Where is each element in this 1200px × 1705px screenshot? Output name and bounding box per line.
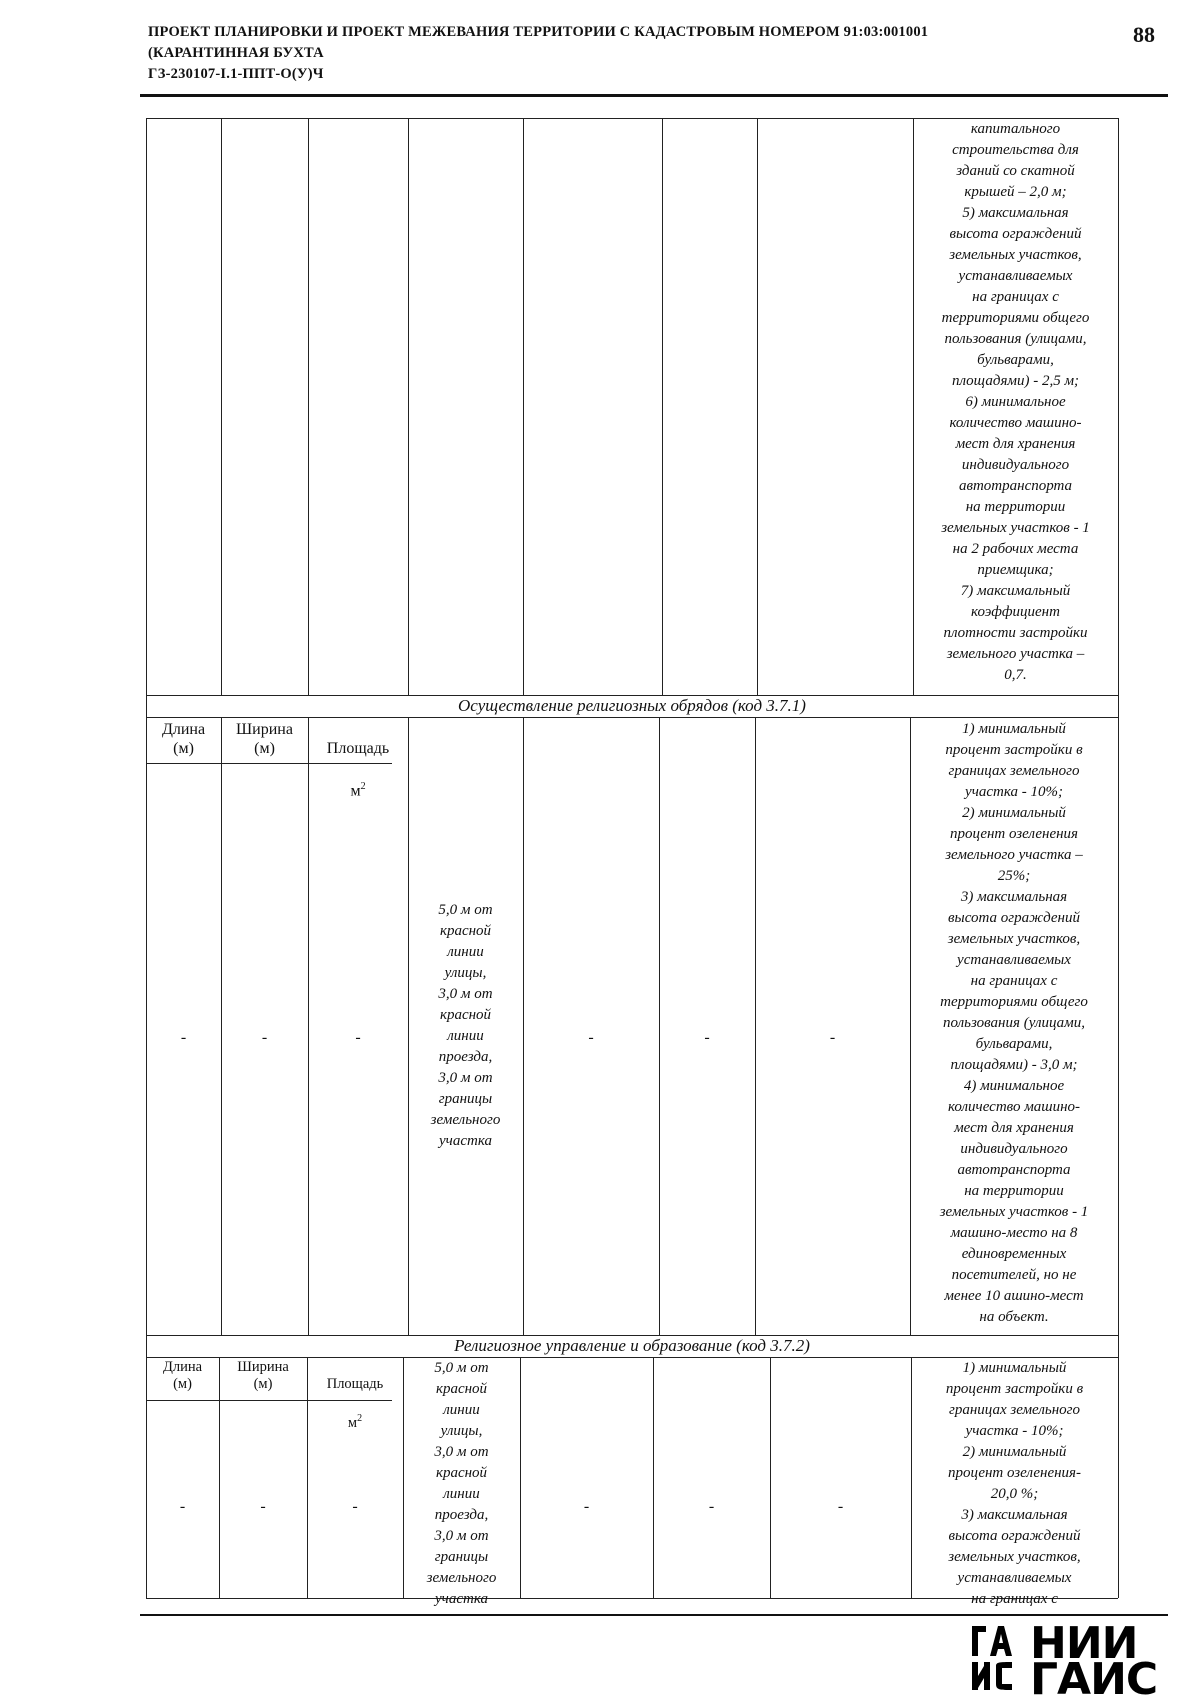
table-col-divider	[221, 118, 222, 695]
area-value: -	[352, 1498, 358, 1515]
col-header-area-label: Площадь	[326, 740, 390, 757]
table-header-divider	[146, 763, 392, 764]
logo-word-gais: ГАИС	[1030, 1654, 1158, 1705]
document-header	[148, 22, 1098, 85]
table-col-divider	[408, 118, 409, 695]
table-col-divider	[770, 1357, 771, 1598]
column-7-value: -	[829, 1029, 836, 1046]
col-header-area-sup: 2	[360, 781, 366, 792]
column-5-value: -	[588, 1029, 594, 1046]
table-col-divider	[523, 717, 524, 1335]
table-header-divider	[146, 1400, 392, 1401]
col-header-width: Ширина (м)	[236, 721, 293, 757]
table-col-divider	[755, 717, 756, 1335]
table-col-divider	[221, 717, 222, 1335]
header-line-2: (КАРАНТИННАЯ БУХТА	[148, 45, 324, 61]
col-header-length: Длина (м)	[161, 721, 206, 757]
logo-mark-icon	[968, 1622, 1024, 1696]
header-line-3: ГЗ-230107-I.1-ППТ-О(У)Ч	[148, 66, 324, 82]
footer-divider	[140, 1614, 1168, 1616]
table-col-divider	[308, 717, 309, 1335]
setback-cell: 5,0 м от красной линии улицы, 3,0 м от красной линии проезда, 3,0 м от границы земельного участка	[426, 1360, 497, 1607]
col-header-area-unit: м	[350, 782, 361, 800]
logo-word-nii: НИИ	[1030, 1618, 1138, 1669]
column-5-value: -	[583, 1498, 590, 1515]
area-value: -	[355, 1029, 361, 1046]
col-header-length: Длина (м)	[162, 1359, 203, 1392]
col-header-area-unit: м	[347, 1414, 358, 1431]
section-title-3-7-2: Религиозное управление и образование (код 3.7.2)	[454, 1336, 810, 1355]
table-col-divider	[659, 717, 660, 1335]
parameters-cell: 1) минимальный процент застройки в границах земельного участка - 10%; 2) минимальный процент озеленения- 20,0 %; 3) максимальная высота ограждений земельных участков, устанавливаемых на границах с	[945, 1360, 1084, 1607]
page-number: 88	[1133, 22, 1155, 47]
width-value: -	[261, 1029, 268, 1046]
col-header-area	[308, 720, 408, 800]
col-header-area-label: Площадь	[326, 1376, 384, 1392]
length-value: -	[180, 1029, 187, 1046]
col-header-width: Ширина (м)	[237, 1359, 289, 1392]
header-divider	[140, 94, 1168, 97]
table-border-right	[1118, 118, 1119, 1598]
setback-cell: 5,0 м от красной линии улицы, 3,0 м от красной линии проезда, 3,0 м от границы земельного участка	[430, 902, 501, 1149]
col-header-area-sup: 2	[357, 1413, 363, 1424]
section-title-3-7-1: Осуществление религиозных обрядов (код 3.7.1)	[458, 696, 806, 715]
column-7-value: -	[837, 1498, 844, 1515]
table-col-divider	[520, 1357, 521, 1598]
table-col-divider	[757, 118, 758, 695]
table-col-divider	[523, 118, 524, 695]
column-6-value: -	[704, 1029, 710, 1046]
continued-parameters-cell: капитального строительства для зданий со скатной крышей – 2,0 м; 5) максимальная высота ограждений земельных участков, устанавливаемых на границах с территориями общего пользования (улицами, бульварами, площадями) - 2,5 м; 6) минимальное количество машино- мест для хранения индивидуального автотранспорта на территории земельных участков - 1 на 2 рабочих места приемщика; 7) максимальный коэффициент плотности застройки земельного участка – 0,7.	[941, 121, 1090, 683]
column-6-value: -	[708, 1498, 715, 1515]
length-value: -	[179, 1498, 186, 1515]
width-value: -	[260, 1498, 266, 1515]
header-line-1: ПРОЕКТ ПЛАНИРОВКИ И ПРОЕКТ МЕЖЕВАНИЯ ТЕРРИТОРИИ С КАДАСТРОВЫМ НОМЕРОМ 91:03:001001	[148, 24, 929, 40]
table-col-divider	[662, 118, 663, 695]
table-row-divider	[146, 717, 1118, 718]
col-header-area	[307, 1359, 403, 1431]
table-col-divider	[653, 1357, 654, 1598]
niigais-logo	[968, 1618, 1168, 1705]
parameters-cell: 1) минимальный процент застройки в границах земельного участка - 10%; 2) минимальный процент озеленения земельного участка – 25%; 3) максимальная высота ограждений земельных участков, устанавливаемых на границах с территориями общего пользования (улицами, бульварами, площадями) - 3,0 м; 4) минимальное количество машино- мест для хранения индивидуального автотранспорта на территории земельных участков - 1 машино-место на 8 единовременных посетителей, но не менее 10 ашино-мест на объект.	[939, 721, 1089, 1325]
table-col-divider	[308, 118, 309, 695]
